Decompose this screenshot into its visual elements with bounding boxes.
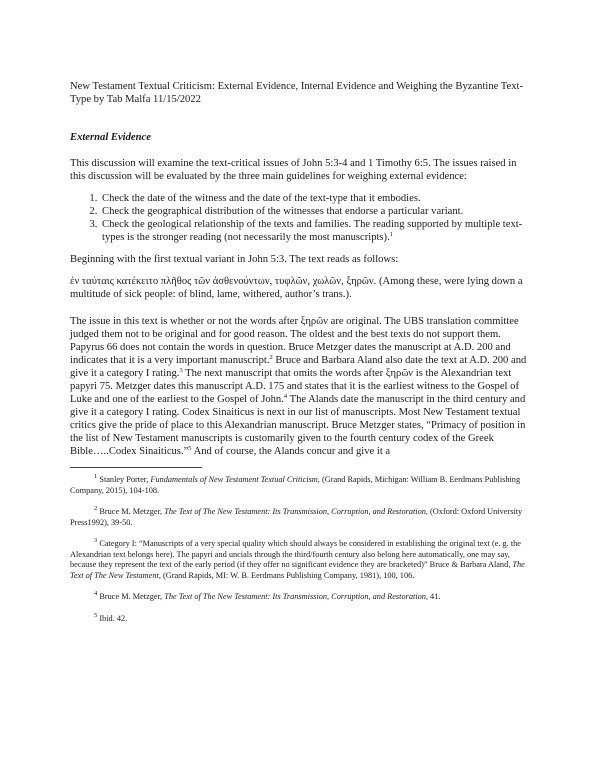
footnote-ref: 5 [188, 445, 192, 452]
footnote-title: The Text of The New Testament: Its Transmission, Corruption, and Restoration [164, 592, 426, 601]
footnote-number: 5 [94, 611, 98, 619]
section-heading: External Evidence [70, 132, 151, 143]
footnote-ref: 4 [283, 393, 288, 400]
discussion-text: The issue in this text is whether or not the words after ξηρῶν are original. The UBS translation committee judged them not to be original and for good reason. The oldest and the best texts do not support them. Papyrus 66 does not contain the words in question. Bruce Metzger dates the manuscript at A.D. 200 and indicates that it is a very important manuscript. [70, 316, 519, 366]
footnote-ref: 2 [269, 354, 273, 361]
footnote [70, 592, 530, 603]
discussion-text: The next manuscript that omits the words after ξηρῶν is the Alexandrian text papyri 75. Metzger dates this manuscript A.D. 175 and states that it is the earliest witness to the Gospel of Luke and one of the earliest to the Gospel of John. [70, 368, 519, 405]
footnote-title: The Text of The New Testament [70, 560, 525, 580]
footnote-text: , (Oxford: Oxford University Press1992), 39-50. [70, 507, 523, 527]
footnote-number: 1 [94, 473, 98, 480]
discussion-text: The Alands date the manuscript in the third century and give it a category I rating. Codex Sinaiticus is next in our list of manuscripts. Most New Testament textual critics give the pride of place to this Alexandrian manuscript. Bruce Metzger states, “Primacy of position in the list of New Testament manuscripts is customarily given to the fourth century codex of the Greek Bible…..Codex Sinaiticus.” [70, 394, 526, 457]
footnote-text: , 41. [425, 592, 441, 601]
footnotes [70, 475, 530, 624]
footnote-title: Fundamentals of New Testament Textual Criticism [150, 475, 318, 484]
footnote-ref: 1 [389, 231, 393, 238]
criteria-item [100, 218, 530, 244]
greek-text: ἐν ταύταις κατέκειτο πλῆθος τῶν ἀσθενούντων, τυφλῶν, χωλῶν, ξηρῶν. (Among these, were lying down a multitude of sick people: of blind, lame, withered, author’s trans.). [70, 276, 523, 300]
footnote-number: 2 [94, 505, 98, 512]
footnote [70, 539, 530, 581]
footnote-text: , (Grand Rapids, MI: W. B. Eerdmans Publishing Company, 1981), 100, 106. [158, 570, 415, 580]
criteria-text: Check the geographical distribution of the witnesses that endorse a particular variant. [102, 206, 464, 217]
document-title: New Testament Textual Criticism: External Evidence, Internal Evidence and Weighing the Byzantine Text-Type by Tab Malfa 11/15/2022 [70, 81, 523, 105]
footnote [70, 475, 530, 496]
footnote-text: Bruce M. Metzger, [97, 507, 165, 516]
footnote-divider [70, 467, 202, 468]
footnote [70, 611, 530, 625]
footnote-number: 3 [94, 537, 98, 544]
footnote-text: Bruce M. Metzger, [97, 592, 165, 601]
discussion-text: Bruce and Barbara Aland also date the text at A.D. 200 and give it a category I rating. [70, 355, 527, 379]
footnote-text: Ibid. 42. [97, 613, 128, 623]
criteria-item [100, 192, 530, 205]
footnote-text: Category I: “Manuscripts of a very special quality which should always be considered in establishing the original text (e. g. the Alexandrian text belongs here). The papyri and uncials through the third/fourth century also belong here automatically, one may say, because they represent the text of the early period (if they offer no significant evidence they are bracketed)” Bruce & Barbara Aland, [70, 539, 521, 569]
footnote-ref: 3 [179, 367, 183, 374]
footnote-title: The Text of The New Testament: Its Transmission, Corruption, and Restoration [164, 507, 426, 516]
footnote-number: 4 [94, 590, 98, 597]
criteria-text: Check the geological relationship of the texts and families. The reading supported by multiple text-types is the stronger reading (not necessarily the most manuscripts). [102, 219, 523, 243]
discussion-text: And of course, the Alands concur and give it a [191, 446, 391, 457]
footnote-text: , (Grand Rapids, Michigan: William B. Eerdmans Publishing Company, 2015), 104-108. [70, 475, 521, 495]
criteria-list [70, 192, 530, 244]
discussion-paragraph [70, 315, 530, 458]
intro-paragraph: This discussion will examine the text-critical issues of John 5:3-4 and 1 Timothy 6:5. The issues raised in this discussion will be evaluated by the three main guidelines for weighing external evidence: [70, 158, 517, 182]
criteria-item [100, 205, 530, 218]
variant-intro: Beginning with the first textual variant in John 5:3. The text reads as follows: [70, 254, 399, 265]
footnote-text: Stanley Porter, [97, 475, 151, 484]
criteria-text: Check the date of the witness and the date of the text-type that it embodies. [102, 193, 421, 204]
footnote [70, 507, 530, 528]
